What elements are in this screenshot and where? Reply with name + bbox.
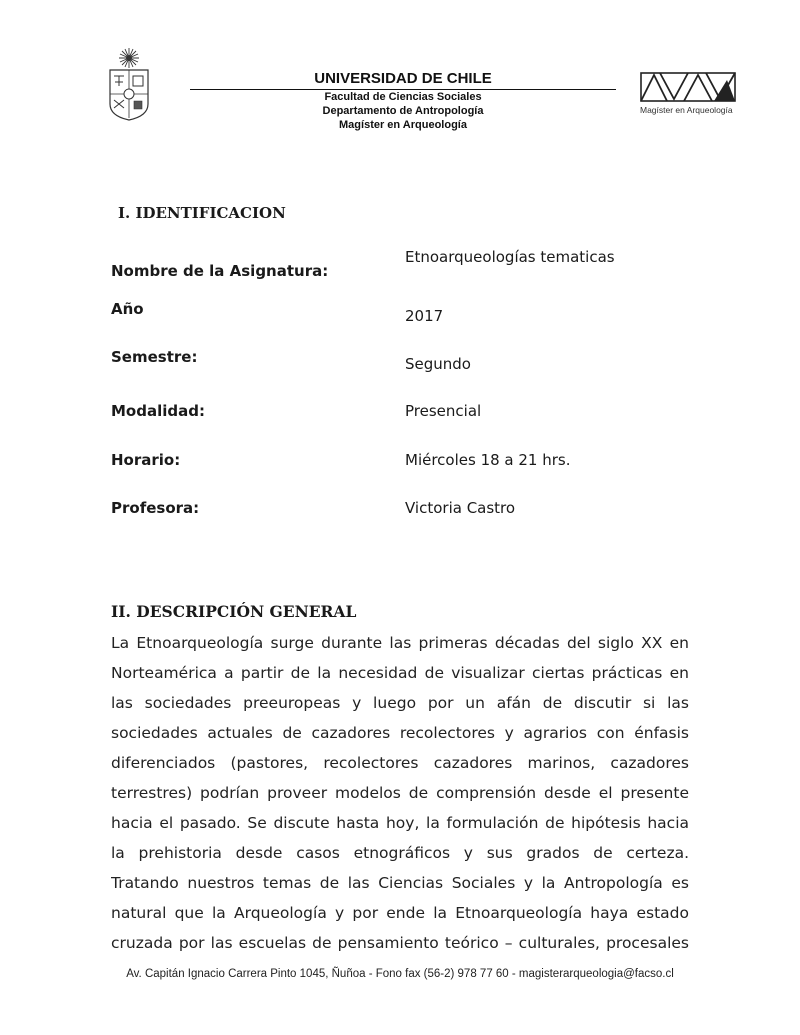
university-name: UNIVERSIDAD DE CHILE <box>190 70 616 90</box>
field-value-modalidad: Presencial <box>405 402 482 420</box>
paragraph-line: hacia el pasado. Se discute hasta hoy, la formulación de hipótesis hacia <box>111 814 689 832</box>
field-label-profesora: Profesora: <box>111 499 200 517</box>
page-footer-contact: Av. Capitán Ignacio Carrera Pinto 1045, Ñuñoa - Fono fax (56-2) 978 77 60 - magisterarqueologia@facso.cl <box>126 968 674 980</box>
field-value-horario: Miércoles 18 a 21 hrs. <box>405 451 571 469</box>
paragraph-line: terrestres) podrían proveer modelos de comprensión desde el presente <box>111 784 689 802</box>
university-crest-logo <box>104 46 154 122</box>
field-label-horario: Horario: <box>111 451 181 469</box>
program-name: Magíster en Arqueología <box>339 119 467 131</box>
field-value-ano: 2017 <box>405 307 444 325</box>
field-label-semestre: Semestre: <box>111 348 198 366</box>
magister-logo-mark <box>640 72 736 102</box>
paragraph-line: las sociedades preeuropeas y luego por un afán de discutir si las <box>111 694 689 712</box>
paragraph-line: sociedades actuales de cazadores recolectores y agrarios con énfasis <box>111 724 689 742</box>
paragraph-line: cruzada por las escuelas de pensamiento teórico – culturales, procesales <box>111 934 689 952</box>
field-value-profesora: Victoria Castro <box>405 499 516 517</box>
paragraph-line: Tratando nuestros temas de las Ciencias Sociales y la Antropología es <box>111 874 689 892</box>
letterhead <box>190 70 616 132</box>
field-label-modalidad: Modalidad: <box>111 402 205 420</box>
paragraph-line: La Etnoarqueología surge durante las primeras décadas del siglo XX en <box>111 634 689 652</box>
section-identificacion-heading: I. IDENTIFICACION <box>118 204 286 222</box>
paragraph-line: Norteamérica a partir de la necesidad de visualizar ciertas prácticas en <box>111 664 689 682</box>
field-value-semestre: Segundo <box>405 355 471 373</box>
magister-arqueologia-logo <box>640 72 740 118</box>
description-paragraph <box>111 628 689 958</box>
department-name: Departamento de Antropología <box>322 105 484 117</box>
field-label-ano: Año <box>111 300 144 318</box>
faculty-name: Facultad de Ciencias Sociales <box>324 91 482 103</box>
field-label-asignatura: Nombre de la Asignatura: <box>111 262 329 280</box>
magister-logo-caption: Magíster en Arqueología <box>640 105 733 115</box>
paragraph-line: la prehistoria desde casos etnográficos y sus grados de certeza. <box>111 844 689 862</box>
paragraph-line: diferenciados (pastores, recolectores cazadores marinos, cazadores <box>111 754 689 772</box>
field-value-asignatura: Etnoarqueologías tematicas <box>405 248 615 266</box>
section-descripcion-heading: II. DESCRIPCIÓN GENERAL <box>111 602 357 621</box>
paragraph-line: natural que la Arqueología y por ende la Etnoarqueología haya estado <box>111 904 689 922</box>
